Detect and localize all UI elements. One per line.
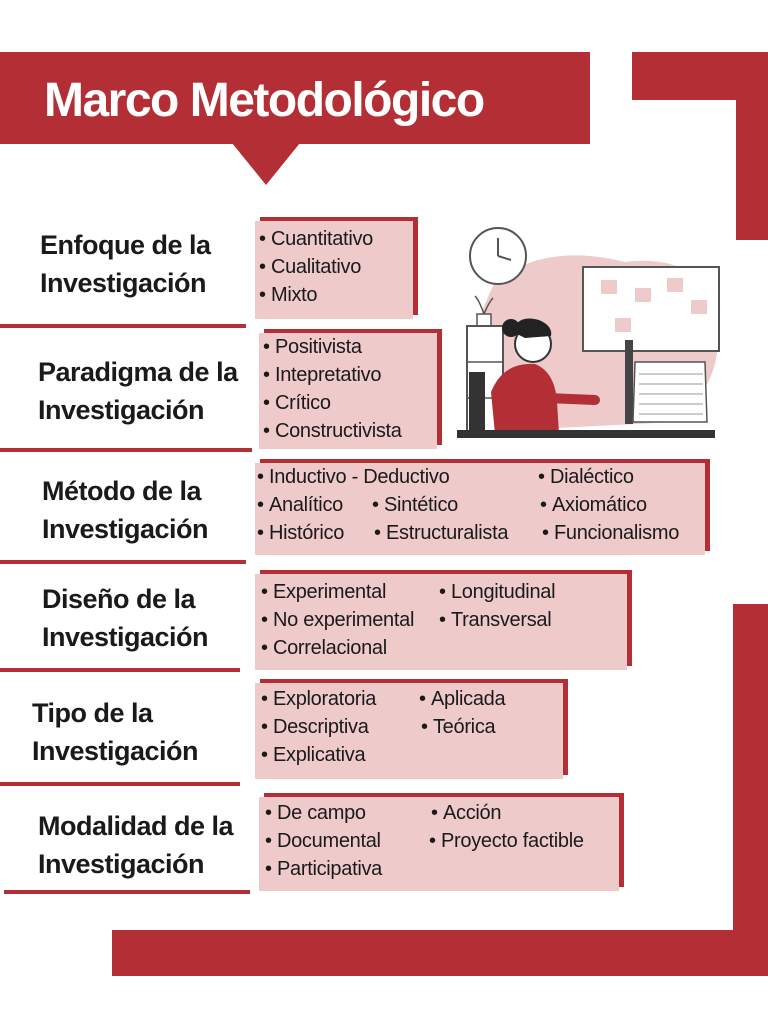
decorative-frame-top-right	[632, 52, 768, 240]
section-divider	[0, 782, 240, 786]
options-box-modalidad	[259, 797, 619, 891]
list-item: • Explicativa	[261, 741, 365, 769]
section-divider	[0, 448, 252, 452]
section-label-line1: Método de la	[42, 476, 202, 506]
list-item: • Funcionalismo	[542, 519, 679, 547]
section-label-line1: Modalidad de la	[38, 811, 234, 841]
section-label-line2: Investigación	[40, 268, 207, 298]
section-label-line1: Tipo de la	[32, 698, 153, 728]
decorative-frame-bottom	[112, 930, 768, 976]
list-item: • Sintético	[372, 491, 458, 519]
list-item: • Estructuralista	[374, 519, 508, 547]
list-item: • De campo	[265, 799, 366, 827]
list-item: • Mixto	[259, 281, 317, 309]
list-item: • Aplicada	[419, 685, 505, 713]
section-label-line2: Investigación	[42, 622, 209, 652]
section-label-paradigma	[38, 353, 238, 429]
list-item: • Acción	[431, 799, 501, 827]
options-box-tipo	[255, 683, 563, 779]
list-item: • Inductivo - Deductivo	[257, 463, 449, 491]
list-item: • Transversal	[439, 606, 551, 634]
list-item: • Longitudinal	[439, 578, 555, 606]
list-item: • Positivista	[263, 333, 362, 361]
list-item: • Descriptiva	[261, 713, 369, 741]
list-item: • Cualitativo	[259, 253, 361, 281]
section-label-line2: Investigación	[38, 395, 205, 425]
section-label-enfoque	[40, 226, 211, 302]
section-label-modalidad	[38, 807, 233, 883]
list-item: • Proyecto factible	[429, 827, 584, 855]
list-item: • No experimental	[261, 606, 414, 634]
list-item: • Constructivista	[263, 417, 402, 445]
list-item: • Experimental	[261, 578, 386, 606]
section-divider	[4, 890, 250, 894]
options-box-diseno	[255, 574, 627, 670]
section-label-line2: Investigación	[42, 514, 209, 544]
section-divider	[0, 560, 246, 564]
options-box-metodo	[255, 463, 705, 555]
options-box-enfoque	[255, 221, 413, 319]
list-item: • Dialéctico	[538, 463, 634, 491]
options-box-paradigma	[259, 333, 437, 449]
section-label-line1: Enfoque de la	[40, 230, 211, 260]
section-label-metodo	[42, 472, 208, 548]
list-item: • Crítico	[263, 389, 331, 417]
person-working-at-computer-illustration	[455, 222, 730, 442]
section-label-tipo	[32, 694, 198, 770]
list-item: • Participativa	[265, 855, 382, 883]
section-label-line2: Investigación	[38, 849, 205, 879]
section-divider	[0, 324, 246, 328]
list-item: • Analítico	[257, 491, 343, 519]
title-pointer	[232, 143, 300, 185]
list-item: • Correlacional	[261, 634, 387, 662]
section-label-line2: Investigación	[32, 736, 199, 766]
section-divider	[0, 668, 240, 672]
list-item: • Exploratoria	[261, 685, 376, 713]
list-item: • Histórico	[257, 519, 344, 547]
list-item: • Intepretativo	[263, 361, 381, 389]
list-item: • Teórica	[421, 713, 495, 741]
list-item: • Documental	[265, 827, 381, 855]
section-label-line1: Diseño de la	[42, 584, 196, 614]
section-label-line1: Paradigma de la	[38, 357, 238, 387]
decorative-frame-right	[733, 604, 768, 976]
list-item: • Axiomático	[540, 491, 647, 519]
page-title: Marco Metodológico	[44, 74, 484, 127]
section-label-diseno	[42, 580, 208, 656]
list-item: • Cuantitativo	[259, 225, 373, 253]
